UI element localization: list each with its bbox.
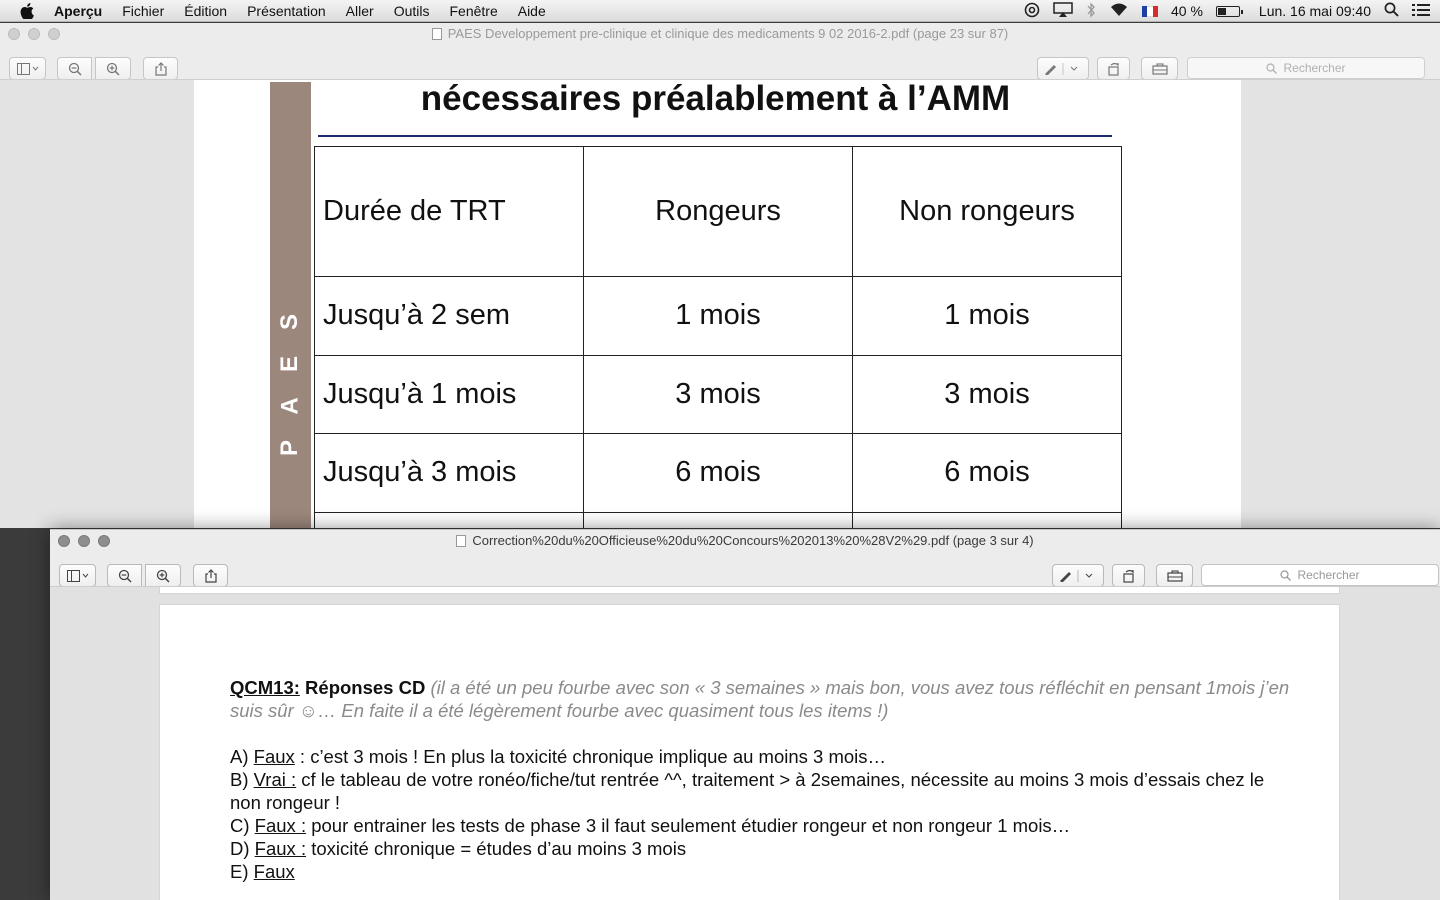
share-button[interactable] — [193, 564, 228, 587]
table-cell: 6 mois — [584, 434, 853, 513]
table-row — [315, 277, 1122, 356]
toxicity-duration-table — [314, 146, 1122, 528]
item-verdict: Faux — [253, 861, 295, 882]
item-text: cf le tableau de votre ronéo/fiche/tut rentrée ^^, traitement > à 2semaines, nécessite au moins 3 mois d’essais chez le non rongeur ! — [230, 769, 1265, 813]
battery-icon[interactable] — [1216, 6, 1240, 17]
table-header-cell: Non rongeurs — [853, 147, 1122, 277]
preview-window-slides[interactable] — [0, 23, 1440, 528]
preview-window-correction[interactable] — [50, 529, 1440, 900]
battery-level — [1218, 8, 1226, 15]
table-cell — [315, 512, 584, 528]
menu-outils[interactable]: Outils — [393, 2, 430, 19]
qcm-note: (il a été un peu fourbe avec son « 3 semaines » mais bon, vous avez tous réfléchit en pensant 1mois j’en suis sûr ☺… En faite il a été légèrement fourbe avec quasiment tous les items !) — [230, 677, 1290, 721]
zoom-in-button[interactable] — [95, 57, 131, 80]
minimize-button[interactable] — [78, 535, 90, 547]
search-placeholder: Rechercher — [1283, 61, 1346, 75]
title-bar[interactable] — [50, 530, 1440, 552]
minimize-button[interactable] — [28, 28, 40, 40]
table-header-row — [315, 147, 1122, 277]
window-title: PAES Developpement pre-clinique et clinique des medicaments 9 02 2016-2.pdf (page 23 sur 87) — [447, 26, 1009, 41]
item-text: toxicité chronique = études d’au moins 3 mois — [306, 838, 687, 859]
share-button[interactable] — [143, 57, 178, 80]
qcm-item — [230, 860, 1300, 883]
sidebar-toggle-button[interactable] — [9, 57, 46, 80]
band-letter: P — [276, 437, 304, 457]
table-cell: Jusqu’à 1 mois — [315, 355, 584, 434]
clock[interactable]: Lun. 16 mai 09:40 — [1258, 3, 1371, 19]
table-row — [315, 355, 1122, 434]
item-verdict: Faux : — [254, 838, 307, 859]
table-header-cell: Durée de TRT — [315, 147, 584, 277]
band-letter: A — [276, 395, 304, 415]
title-bar[interactable] — [0, 23, 1440, 45]
qcm-correction — [230, 676, 1300, 883]
search-placeholder: Rechercher — [1297, 568, 1360, 582]
french-flag-icon[interactable] — [1142, 6, 1158, 17]
search-field[interactable] — [1187, 57, 1425, 79]
item-text: pour entrainer les tests de phase 3 il faut seulement étudier rongeur et non rongeur 1 mois… — [306, 815, 1071, 836]
item-verdict: Faux — [253, 746, 295, 767]
search-icon — [1280, 570, 1291, 581]
creative-cloud-icon[interactable] — [1024, 2, 1040, 21]
qcm-label: QCM13: — [230, 677, 300, 698]
item-prefix: D) — [230, 838, 255, 859]
table-cell: 6 mois — [853, 434, 1122, 513]
apple-menu-icon[interactable] — [20, 3, 34, 19]
qcm-item — [230, 837, 1300, 860]
qcm-item — [230, 745, 1300, 768]
markup-button[interactable] — [1052, 564, 1104, 587]
close-button[interactable] — [8, 28, 20, 40]
menu-fichier[interactable]: Fichier — [122, 2, 165, 19]
table-cell — [853, 512, 1122, 528]
item-verdict: Vrai : — [253, 769, 297, 790]
battery-percent[interactable]: 40 % — [1170, 3, 1203, 19]
zoom-out-button[interactable] — [57, 57, 92, 80]
item-verdict: Faux : — [254, 815, 307, 836]
menu-edition[interactable]: Édition — [184, 2, 228, 19]
table-cell: 1 mois — [853, 277, 1122, 356]
table-cell: 1 mois — [584, 277, 853, 356]
pdf-page — [159, 604, 1340, 900]
zoom-in-button[interactable] — [145, 564, 181, 587]
item-prefix: B) — [230, 769, 254, 790]
sidebar-toggle-button[interactable] — [59, 564, 96, 587]
menu-aller[interactable]: Aller — [345, 2, 374, 19]
rotate-button[interactable] — [1097, 57, 1130, 80]
wifi-icon[interactable] — [1109, 2, 1129, 20]
previous-page-edge — [159, 587, 1340, 594]
window-title: Correction%20du%20Officieuse%20du%20Concours%202013%20%28V2%29.pdf (page 3 sur 4) — [472, 533, 1034, 548]
bluetooth-icon[interactable] — [1086, 2, 1096, 21]
zoom-out-button[interactable] — [107, 564, 142, 587]
markup-button[interactable] — [1037, 57, 1089, 80]
qcm-item — [230, 768, 1300, 814]
document-viewport[interactable] — [0, 79, 1440, 528]
menu-fenetre[interactable]: Fenêtre — [449, 2, 498, 19]
item-prefix: A) — [230, 746, 254, 767]
menu-presentation[interactable]: Présentation — [247, 2, 326, 19]
qcm-answer: Réponses CD — [299, 677, 426, 698]
toolbox-button[interactable] — [1141, 57, 1178, 80]
slide-side-band — [270, 82, 311, 528]
notification-center-icon[interactable] — [1412, 3, 1430, 20]
toolbox-button[interactable] — [1156, 564, 1193, 587]
airplay-icon[interactable] — [1053, 2, 1073, 20]
pdf-page — [194, 80, 1241, 528]
window-controls — [8, 28, 60, 40]
menu-aide[interactable]: Aide — [517, 2, 546, 19]
search-icon — [1266, 63, 1277, 74]
toolbar — [0, 45, 1440, 79]
pdf-document-icon — [432, 28, 442, 40]
spotlight-search-icon[interactable] — [1384, 2, 1399, 20]
item-prefix: C) — [230, 815, 255, 836]
search-field[interactable] — [1201, 564, 1439, 586]
zoom-button[interactable] — [48, 28, 60, 40]
table-cell — [584, 512, 853, 528]
close-button[interactable] — [58, 535, 70, 547]
table-row — [315, 434, 1122, 513]
menu-bar — [0, 0, 1440, 22]
band-letter: E — [276, 353, 304, 373]
slide-title: nécessaires préalablement à l’AMM — [420, 79, 1011, 118]
window-controls — [58, 535, 110, 547]
menu-app-name[interactable]: Aperçu — [54, 2, 103, 19]
item-text: : c’est 3 mois ! En plus la toxicité chronique implique au moins 3 mois… — [294, 746, 887, 767]
table-cell: 3 mois — [584, 355, 853, 434]
rotate-button[interactable] — [1112, 564, 1145, 587]
table-header-cell: Rongeurs — [584, 147, 853, 277]
document-viewport[interactable] — [50, 586, 1440, 900]
qcm-header — [230, 676, 1300, 722]
table-cell: 3 mois — [853, 355, 1122, 434]
band-letter: S — [276, 311, 304, 331]
table-row-partial — [315, 512, 1122, 528]
title-underline — [318, 135, 1112, 137]
qcm-item — [230, 814, 1300, 837]
table-cell: Jusqu’à 2 sem — [315, 277, 584, 356]
table-cell: Jusqu’à 3 mois — [315, 434, 584, 513]
item-prefix: E) — [230, 861, 254, 882]
toolbar — [50, 552, 1440, 586]
zoom-button[interactable] — [98, 535, 110, 547]
pdf-document-icon — [456, 535, 466, 547]
